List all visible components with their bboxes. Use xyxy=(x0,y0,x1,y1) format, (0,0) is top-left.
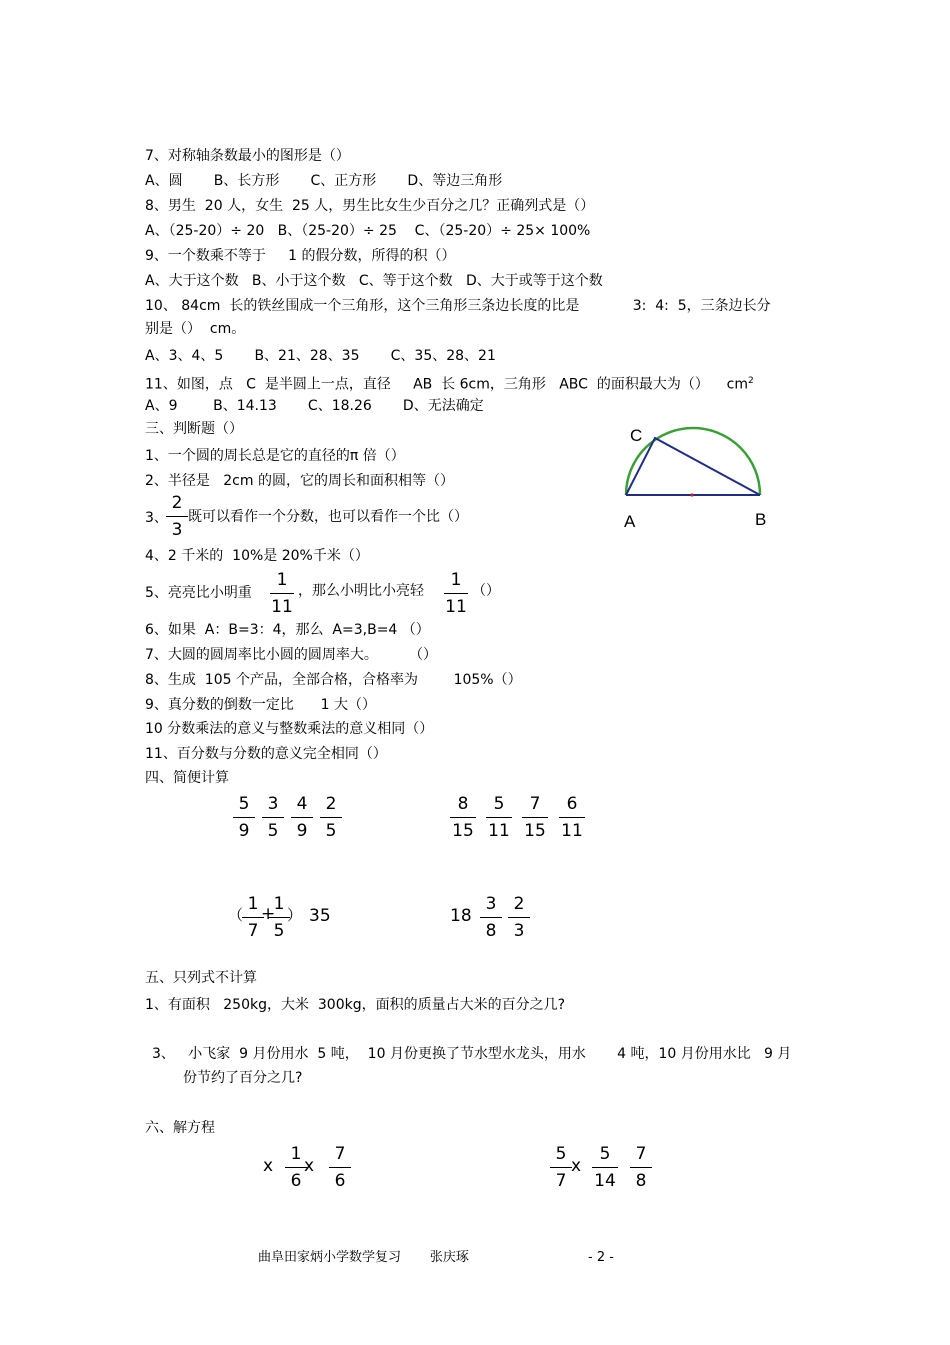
q10-stem-line2: 别是（） cm。 xyxy=(145,321,246,337)
expr1-fraction-4 xyxy=(318,794,344,841)
fraction-denominator: 9 xyxy=(296,821,308,841)
judge-5-fraction-1 xyxy=(268,570,296,617)
fraction-numerator: 7 xyxy=(635,1144,647,1164)
fraction-denominator: 15 xyxy=(452,821,474,841)
fraction-numerator: 8 xyxy=(457,794,469,814)
section5-title: 五、只列式不计算 xyxy=(145,970,257,986)
eq1-x-2: x xyxy=(304,1156,315,1176)
expr2-fraction-4 xyxy=(557,794,587,841)
eq2-x: x xyxy=(571,1156,582,1176)
eq2-fraction-2 xyxy=(590,1144,620,1191)
fraction-denominator: 3 xyxy=(171,520,183,540)
judge-7: 7、大圆的圆周率比小圆的圆周率大。 （） xyxy=(145,647,438,663)
expr4-lead: 18 xyxy=(450,906,472,926)
judge-5-suffix: （） xyxy=(472,583,500,599)
expr2-fraction-1 xyxy=(448,794,478,841)
fraction-denominator: 8 xyxy=(635,1171,647,1191)
fraction-denominator: 9 xyxy=(238,821,250,841)
fraction-denominator: 14 xyxy=(594,1171,616,1191)
semicircle-triangle-figure xyxy=(620,422,780,537)
q8-options: A、（25-20）÷ 20 B、（25-20）÷ 25 C、（25-20）÷ 25× 100% xyxy=(145,223,591,239)
footer-text: 曲阜田家炳小学数学复习 张庆琢 xyxy=(258,1250,469,1265)
expr3-tail: 35 xyxy=(309,906,331,926)
label-b: B xyxy=(755,510,767,529)
fraction-numerator: 3 xyxy=(267,794,279,814)
q8-stem: 8、男生 20 人，女生 25 人，男生比女生少百分之几？正确列式是（） xyxy=(145,198,595,214)
expr1-fraction-1 xyxy=(231,794,257,841)
fraction-denominator: 6 xyxy=(334,1171,346,1191)
fraction-numerator: 7 xyxy=(334,1144,346,1164)
fraction-numerator: 5 xyxy=(238,794,250,814)
fraction-numerator: 5 xyxy=(555,1144,567,1164)
fraction-denominator: 8 xyxy=(485,921,497,941)
section4-title: 四、简便计算 xyxy=(145,770,229,786)
q11-stem-text: 11、如图，点 C 是半圆上一点，直径 AB 长 6cm，三角形 ABC 的面积最大为（） cm xyxy=(145,376,748,393)
problem-3-line1: 3、 小飞家 9 月份用水 5 吨， 10 月份更换了节水型水龙头，用水 4 吨，10 月份用水比 9 月 xyxy=(152,1046,792,1062)
q11-superscript: 2 xyxy=(747,376,754,386)
problem-1: 1、有面积 250kg，大米 300kg，面积的质量占大米的百分之几? xyxy=(145,997,566,1013)
q9-stem: 9、一个数乘不等于 1 的假分数，所得的积（） xyxy=(145,248,456,264)
judge-9: 9、真分数的倒数一定比 1 大（） xyxy=(145,697,376,713)
label-c: C xyxy=(630,426,643,445)
expr2-fraction-2 xyxy=(484,794,514,841)
fraction-denominator: 7 xyxy=(247,921,259,941)
judge-3-fraction xyxy=(164,493,190,540)
fraction-denominator: 7 xyxy=(555,1171,567,1191)
section3-title: 三、判断题（） xyxy=(145,421,243,437)
fraction-numerator: 1 xyxy=(273,894,285,914)
eq2-fraction-3 xyxy=(628,1144,654,1191)
expr4-fraction-2 xyxy=(506,894,532,941)
judge-8: 8、生成 105 个产品，全部合格，合格率为 105%（） xyxy=(145,672,522,688)
judge-2: 2、半径是 2cm 的圆，它的周长和面积相等（） xyxy=(145,473,454,489)
fraction-numerator: 2 xyxy=(513,894,525,914)
judge-5-fraction-2 xyxy=(442,570,470,617)
judge-5-prefix: 5、亮亮比小明重 xyxy=(145,585,252,601)
fraction-denominator: 3 xyxy=(513,921,525,941)
fraction-denominator: 11 xyxy=(271,597,293,617)
fraction-numerator: 1 xyxy=(276,570,288,590)
judge-6: 6、如果 A：B=3：4，那么 A=3,B=4 （） xyxy=(145,622,430,638)
eq1-fraction-2 xyxy=(327,1144,353,1191)
fraction-denominator: 11 xyxy=(488,821,510,841)
fraction-numerator: 2 xyxy=(325,794,337,814)
fraction-denominator: 11 xyxy=(445,597,467,617)
expr3-open-paren: （ xyxy=(228,906,244,924)
fraction-numerator: 2 xyxy=(171,493,183,513)
fraction-numerator: 1 xyxy=(247,894,259,914)
expr3-plus: + xyxy=(261,904,276,924)
fraction-denominator: 6 xyxy=(290,1171,302,1191)
page-number: - 2 - xyxy=(588,1250,614,1265)
label-a: A xyxy=(624,512,636,531)
q10-options: A、3、4、5 B、21、28、35 C、35、28、21 xyxy=(145,348,496,364)
problem-3-line2: 份节约了百分之几? xyxy=(183,1070,303,1086)
fraction-numerator: 5 xyxy=(493,794,505,814)
q11-stem xyxy=(145,372,754,394)
judge-1: 1、一个圆的周长总是它的直径的π 倍（） xyxy=(145,448,405,464)
eq1-x-1: x xyxy=(263,1156,274,1176)
expr4-fraction-1 xyxy=(478,894,504,941)
judge-11: 11、百分数与分数的意义完全相同（） xyxy=(145,746,387,762)
q9-options: A、大于这个数 B、小于这个数 C、等于这个数 D、大于或等于这个数 xyxy=(145,273,603,289)
center-point xyxy=(690,493,693,496)
fraction-denominator: 5 xyxy=(267,821,279,841)
q7-options: A、圆 B、长方形 C、正方形 D、等边三角形 xyxy=(145,173,503,189)
fraction-numerator: 6 xyxy=(566,794,578,814)
fraction-numerator: 5 xyxy=(599,1144,611,1164)
expr3-close-paren: ） xyxy=(287,906,303,924)
judge-10: 10 分数乘法的意义与整数乘法的意义相同（） xyxy=(145,721,434,737)
fraction-denominator: 5 xyxy=(273,921,285,941)
fraction-numerator: 3 xyxy=(485,894,497,914)
judge-3-text: 既可以看作一个分数，也可以看作一个比（） xyxy=(188,509,468,525)
judge-5-middle: ，那么小明比小亮轻 xyxy=(298,583,424,599)
expr1-fraction-2 xyxy=(260,794,286,841)
fraction-numerator: 1 xyxy=(290,1144,302,1164)
q10-stem-line1: 10、 84cm 长的铁丝围成一个三角形，这个三角形三条边长度的比是 3: 4: 5，三条边长分 xyxy=(145,298,771,314)
q7-stem: 7、对称轴条数最小的图形是（） xyxy=(145,148,350,164)
fraction-denominator: 15 xyxy=(524,821,546,841)
expr2-fraction-3 xyxy=(520,794,550,841)
section6-title: 六、解方程 xyxy=(145,1120,215,1136)
judge-3-prefix: 3、 xyxy=(145,510,168,526)
judge-4: 4、2 千米的 10%是 20%千米（） xyxy=(145,548,369,564)
q11-options: A、9 B、14.13 C、18.26 D、无法确定 xyxy=(145,398,484,414)
fraction-numerator: 1 xyxy=(450,570,462,590)
fraction-numerator: 7 xyxy=(529,794,541,814)
fraction-numerator: 4 xyxy=(296,794,308,814)
fraction-denominator: 5 xyxy=(325,821,337,841)
expr1-fraction-3 xyxy=(289,794,315,841)
fraction-denominator: 11 xyxy=(561,821,583,841)
